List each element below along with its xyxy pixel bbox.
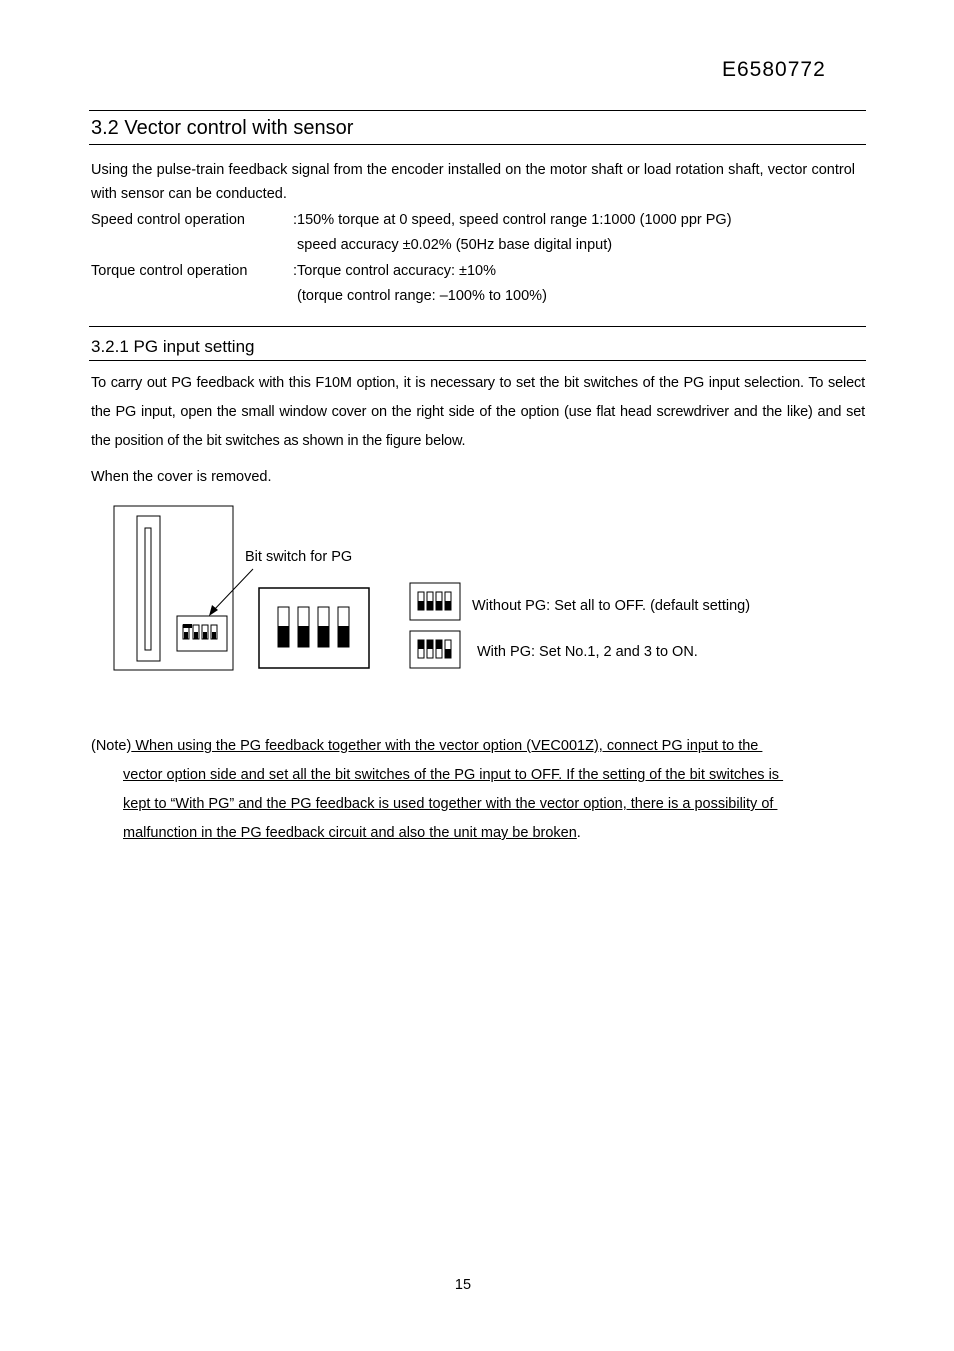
enlarged-bit-switch bbox=[259, 588, 369, 668]
switch-without-pg bbox=[410, 583, 460, 620]
subsection-paragraph: To carry out PG feedback with this F10M option, it is necessary to set the bit switches of the PG input selection. To select the PG input, open the small window cover on the right side of the option (use flat head screwdriver and the like) and set the position of the bit switches as shown in the figure below. bbox=[91, 375, 865, 449]
cover-removed-note: When the cover is removed. bbox=[91, 469, 272, 485]
document-number: E6580772 bbox=[722, 58, 826, 81]
option-unit-outline bbox=[114, 506, 233, 670]
section-intro: Using the pulse-train feedback signal from the encoder installed on the motor shaft or load rotation shaft, vector control with sensor can be conducted. bbox=[91, 162, 855, 202]
spec-torque-label: Torque control operation bbox=[91, 263, 248, 279]
section-title: 3.2 Vector control with sensor bbox=[91, 117, 354, 139]
note-line-2: vector option side and set all the bit switches of the PG input to OFF. If the setting of the bit switches is bbox=[123, 767, 784, 783]
callout-label: Bit switch for PG bbox=[245, 549, 353, 565]
spec-torque-line-1: :Torque control accuracy: ±10% bbox=[293, 263, 496, 279]
page-number: 15 bbox=[454, 1277, 472, 1293]
spec-speed-label: Speed control operation bbox=[91, 212, 245, 228]
without-pg-label: Without PG: Set all to OFF. (default setting) bbox=[472, 598, 751, 614]
note-line-3: kept to “With PG” and the PG feedback is used together with the vector option, there is a possibility of bbox=[123, 796, 778, 812]
note-end: . bbox=[576, 825, 581, 841]
spec-speed-line-1: :150% torque at 0 speed, speed control range 1:1000 (1000 ppr PG) bbox=[293, 212, 732, 228]
note-text-1: When using the PG feedback together with the vector option (VEC001Z), connect PG input to the bbox=[131, 738, 763, 754]
subsection-title: 3.2.1 PG input setting bbox=[91, 337, 255, 356]
note-text-4: malfunction in the PG feedback circuit and also the unit may be broken bbox=[123, 825, 577, 841]
with-pg-label: With PG: Set No.1, 2 and 3 to ON. bbox=[477, 644, 698, 660]
note-prefix: (Note) bbox=[91, 738, 132, 754]
note-line-1 bbox=[91, 734, 762, 758]
note-line-4 bbox=[123, 821, 581, 845]
spec-torque-line-2: (torque control range: –100% to 100%) bbox=[293, 288, 547, 304]
switch-with-pg bbox=[410, 631, 460, 668]
spec-speed-line-2: speed accuracy ±0.02% (50Hz base digital input) bbox=[293, 237, 613, 253]
callout-arrow bbox=[209, 569, 253, 616]
unit-bit-switch bbox=[177, 616, 227, 651]
